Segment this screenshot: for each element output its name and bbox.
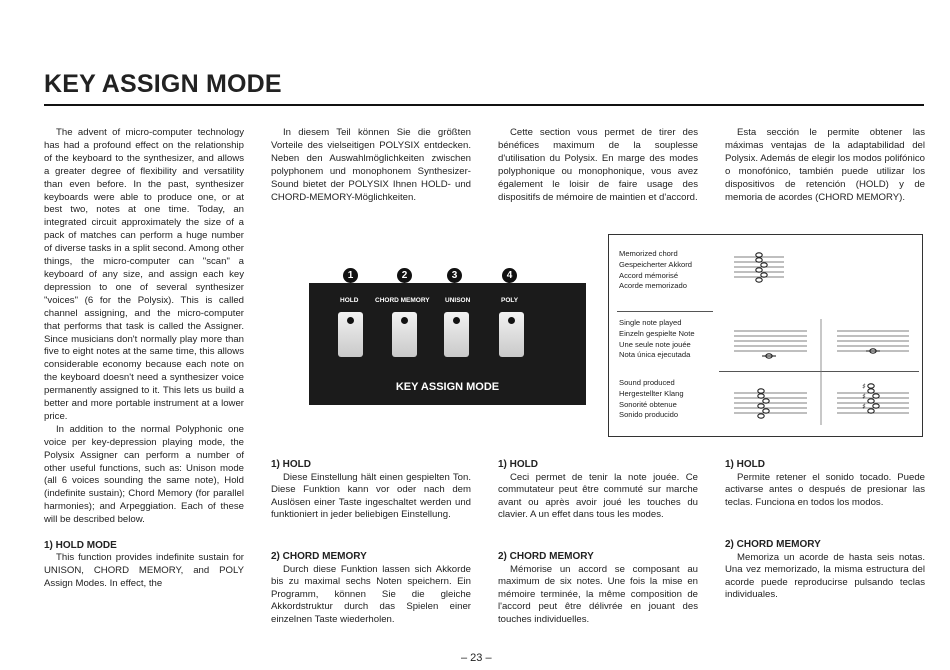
english-intro: The advent of micro-computer technology has had a profound effect on the relationship of the keyboard to the synthesizer, and allows a greater degree of flexibility and versatility than even before. In the past, synthesizer keyboards were able to produce one, or at best two, notes at one time. Today, an integrated circuit approximately the size of a pack of matches can perform a huge number of diverse tasks in a split second. Among other things, the micro-computer can "scan" a keyboard of any size, and assign each key depression to one of several synthesizer "voices" (6 for the Polysix). This is called channel assigning, and the micro-computer that performs that task is called the Assigner. Since musicians don't normally play more than five to eight notes at the same time, this allows considerable economy because each note on the keyboard doesn't need a synthesizer voice permanently assigned to it. This lets us build a better and more portable instrument at a lower price. [44, 127, 244, 422]
german-chord-heading: 2) CHORD MEMORY [271, 551, 367, 562]
unison-label: UNISON [445, 297, 471, 304]
spanish-intro-column [725, 127, 925, 204]
key-assign-panel-photo [309, 283, 586, 405]
music-notation-staves [609, 235, 924, 438]
french-chord-heading: 2) CHORD MEMORY [498, 551, 594, 562]
french-chord-section [498, 550, 698, 626]
panel-caption: KEY ASSIGN MODE [395, 381, 500, 393]
unison-led [453, 317, 460, 324]
single-label-fr: Une seule note jouée [619, 339, 691, 349]
french-intro: Cette section vous permet de tirer des bénéfices maximum de la souplesse d'utilisation du Polysix. En marge des modes polyphonique ou monophonique, vous avez également le loisir de faire usage des dispositifs de mémoire de maintien et d'accord. [498, 127, 698, 203]
german-intro: In diesem Teil können Sie die größten Vorteile des vielseitigen POLYSIX entdecken. Neben den Auswahlmöglichkeiten zwischen polyphonem und monophonem Synthesizer-Sound bietet der POLYSIX Ihnen HOLD- und CHORD-MEMORY-Möglichkeiten. [271, 127, 471, 203]
french-hold-heading: 1) HOLD [498, 459, 538, 470]
memorized-label-en: Memorized chord [619, 249, 678, 258]
callout-number-1: 1 [343, 268, 358, 283]
german-hold-text: Diese Einstellung hält einen gespielten Ton. Diese Funktion kann vor oder nach dem Auslösen einer Taste ingeschaltet werden und funktioniert in jeder beliebigen Einstellung. [271, 472, 471, 521]
single-label-en: Single note played [619, 318, 682, 327]
callout-number-3: 3 [447, 268, 462, 283]
english-column [44, 127, 244, 591]
hold-led [347, 317, 354, 324]
french-hold-section [498, 458, 698, 522]
unison-button [444, 312, 469, 357]
german-intro-column [271, 127, 471, 204]
german-hold-section [271, 458, 471, 522]
svg-text:♯: ♯ [862, 392, 866, 401]
german-hold-heading: 1) HOLD [271, 459, 311, 470]
single-label-es: Nota única ejecutada [619, 350, 691, 360]
german-chord-section [271, 550, 471, 626]
spanish-intro: Esta sección le permite obtener las máximas ventajas de la adaptabilidad del Polysix. Además de elegir los modos polifónico o monofónico, también puede utilizar los dispositivos de retención (HOLD) y de memoria de acordes (CHORD MEMORY). [725, 127, 925, 203]
french-hold-text: Ceci permet de tenir la note jouée. Ce commutateur peut être commuté sur marche avant ou après avoir joué les touches du clavier. A un effet dans tous les modes. [498, 472, 698, 521]
spanish-chord-text: Memoriza un acorde de hasta seis notas. Una vez memorizado, la misma estructura del acorde puede reproducirse pulsando teclas individuales. [725, 552, 925, 601]
poly-button [499, 312, 524, 357]
spanish-chord-heading: 2) CHORD MEMORY [725, 539, 821, 550]
produced-label-de: Hergestellter Klang [619, 388, 684, 398]
spanish-chord-section [725, 538, 925, 602]
chord-memory-led [401, 317, 408, 324]
page-title: KEY ASSIGN MODE [44, 70, 282, 98]
produced-label-es: Sonido producido [619, 410, 679, 420]
title-rule [44, 104, 924, 106]
english-hold-heading: 1) HOLD MODE [44, 540, 117, 552]
french-chord-text: Mémorise un accord se composant au maximum de six notes. Une fois la mise en mémoire terminée, la même composition de l'accord peut être délivrée en jouant des touches individuelles. [498, 564, 698, 625]
poly-led [508, 317, 515, 324]
chord-memory-label: CHORD MEMORY [375, 297, 430, 304]
memorized-label-es: Acorde memorizado [619, 281, 687, 291]
svg-text:♯: ♯ [862, 382, 866, 391]
single-label-de: Einzeln gespielte Note [619, 328, 695, 338]
callout-number-2: 2 [397, 268, 412, 283]
memorized-label-de: Gespeicherter Akkord [619, 259, 693, 269]
english-para2: In addition to the normal Polyphonic one voice per key-depression playing mode, the Polysix Assigner can perform a number of other useful functions, such as: Unison mode (all 6 voices sounding the same note), Hold (indefinite sustain); Chord Memory (for parallel harmonies); and Arpeggiation. Each of these will be described below. [44, 423, 244, 526]
spanish-hold-text: Permite retener el sonido tocado. Puede activarse antes o después de presionar las teclas. Funciona en todos los modos. [725, 472, 925, 508]
spanish-hold-section [725, 458, 925, 509]
german-chord-text: Durch diese Funktion lassen sich Akkorde bis zu maximal sechs Noten speichern. Ein Programm, können Sie die gleiche Akkordstruktur durch das Spielen einer einzelnen Taste wiederholen. [271, 564, 471, 625]
callout-number-4: 4 [502, 268, 517, 283]
chord-memory-button [392, 312, 417, 357]
memorized-label-fr: Accord mémorisé [619, 270, 679, 280]
french-intro-column [498, 127, 698, 204]
poly-label: POLY [501, 297, 519, 304]
hold-label: HOLD [340, 297, 359, 304]
chord-memory-diagram [608, 234, 923, 437]
english-hold-text: This function provides indefinite sustain for UNISON, CHORD MEMORY, and POLY Assign Modes. In effect, the [44, 552, 244, 589]
produced-label-fr: Sonorité obtenue [619, 399, 677, 409]
produced-label-en: Sound produced [619, 378, 675, 387]
svg-text:♯: ♯ [862, 402, 866, 411]
page-number: – 23 – [461, 652, 492, 664]
spanish-hold-heading: 1) HOLD [725, 459, 765, 470]
hold-button [338, 312, 363, 357]
